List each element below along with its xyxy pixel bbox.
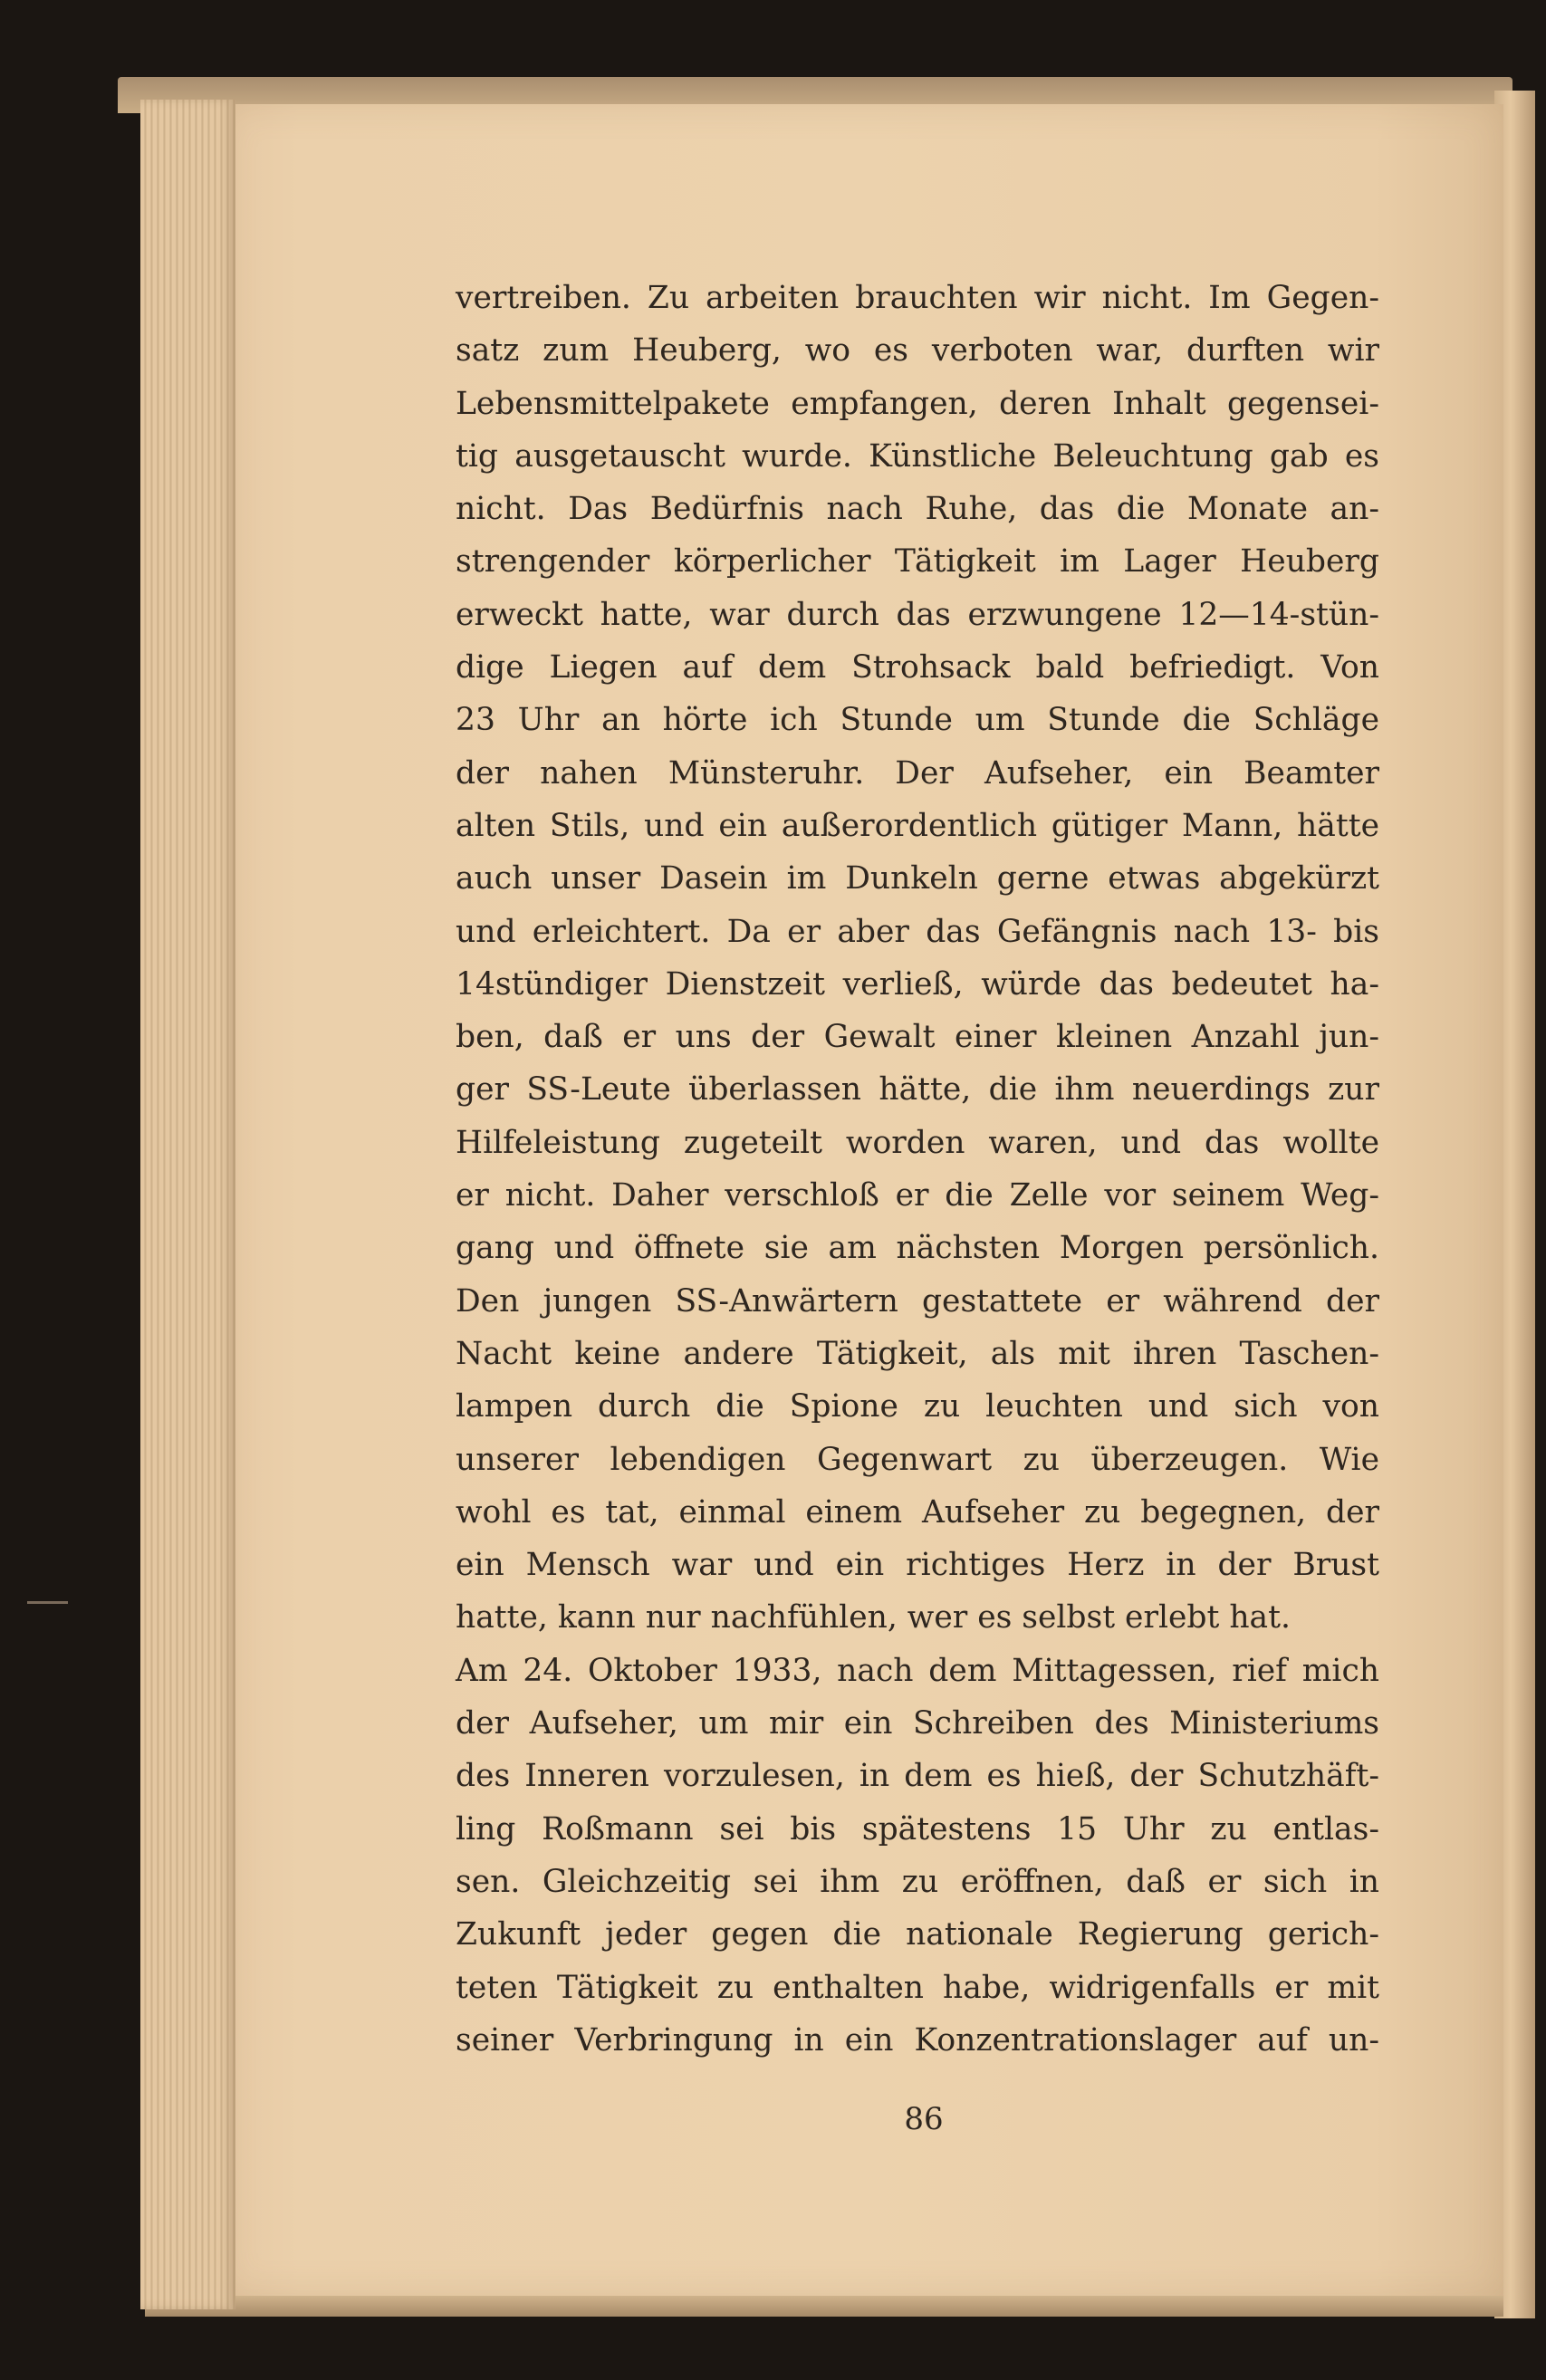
text-line: 14stündiger Dienstzeit verließ, würde das bedeutet ha-: [456, 965, 1379, 1003]
text-line: des Inneren vorzulesen, in dem es hieß, der Schutzhäft-: [456, 1758, 1379, 1795]
text-line: tig ausgetauscht wurde. Künstliche Beleuchtung gab es: [456, 437, 1379, 475]
text-line: Hilfeleistung zugeteilt worden waren, und das wollte: [456, 1124, 1379, 1161]
text-line: seiner Verbringung in ein Konzentrationslager auf un-: [456, 2021, 1379, 2059]
text-line: gang und öffnete sie am nächsten Morgen persönlich.: [456, 1230, 1379, 1267]
text-line: hatte, kann nur nachfühlen, wer es selbst erlebt hat.: [456, 1599, 1291, 1636]
text-line: ben, daß er uns der Gewalt einer kleinen Anzahl jun-: [456, 1019, 1379, 1056]
text-line: der Aufseher, um mir ein Schreiben des Ministeriums: [456, 1705, 1379, 1742]
text-line: der nahen Münsteruhr. Der Aufseher, ein Beamter: [456, 754, 1379, 792]
text-line: unserer lebendigen Gegenwart zu überzeugen. Wie: [456, 1441, 1379, 1478]
text-line: teten Tätigkeit zu enthalten habe, widrigenfalls er mit: [456, 1969, 1379, 2006]
text-line: nicht. Das Bedürfnis nach Ruhe, das die Monate an-: [456, 491, 1379, 528]
scan-margin-mark: [27, 1601, 68, 1604]
text-line: Zukunft jeder gegen die nationale Regierung gerich-: [456, 1916, 1379, 1953]
text-line: vertreiben. Zu arbeiten brauchten wir nicht. Im Gegen-: [456, 280, 1379, 316]
text-line: wohl es tat, einmal einem Aufseher zu begegnen, der: [456, 1493, 1379, 1531]
text-line: ger SS-Leute überlassen hätte, die ihm neuerdings zur: [456, 1071, 1379, 1108]
text-line: dige Liegen auf dem Strohsack bald befriedigt. Von: [456, 649, 1379, 686]
text-line: satz zum Heuberg, wo es verboten war, durften wir: [456, 332, 1379, 369]
text-line: Am 24. Oktober 1933, nach dem Mittagessen, rief mich: [456, 1652, 1379, 1689]
page-number: 86: [904, 2101, 944, 2137]
text-line: strengender körperlicher Tätigkeit im Lager Heuberg: [456, 543, 1379, 581]
text-line: er nicht. Daher verschloß er die Zelle vor seinem Weg-: [456, 1177, 1379, 1214]
text-line: lampen durch die Spione zu leuchten und sich von: [456, 1388, 1379, 1425]
text-line: sen. Gleichzeitig sei ihm zu eröffnen, daß er sich in: [456, 1863, 1379, 1900]
text-line: und erleichtert. Da er aber das Gefängnis nach 13- bis: [456, 913, 1379, 950]
text-line: auch unser Dasein im Dunkeln gerne etwas abgekürzt: [456, 860, 1379, 897]
page-stack-left: [140, 100, 235, 2309]
text-line: ein Mensch war und ein richtiges Herz in der Brust: [456, 1547, 1379, 1584]
text-line: ling Roßmann sei bis spätestens 15 Uhr zu entlas-: [456, 1810, 1379, 1847]
text-line: Nacht keine andere Tätigkeit, als mit ihren Taschen-: [456, 1335, 1379, 1372]
page-body-text: [456, 272, 1379, 2067]
text-line: erweckt hatte, war durch das erzwungene 12—14-stün-: [456, 596, 1379, 633]
text-line: 23 Uhr an hörte ich Stunde um Stunde die Schläge: [456, 702, 1379, 739]
text-line: alten Stils, und ein außerordentlich gütiger Mann, hätte: [456, 807, 1379, 844]
text-line: Lebensmittelpakete empfangen, deren Inhalt gegensei-: [456, 385, 1379, 422]
text-line: Den jungen SS-Anwärtern gestattete er während der: [456, 1282, 1379, 1320]
